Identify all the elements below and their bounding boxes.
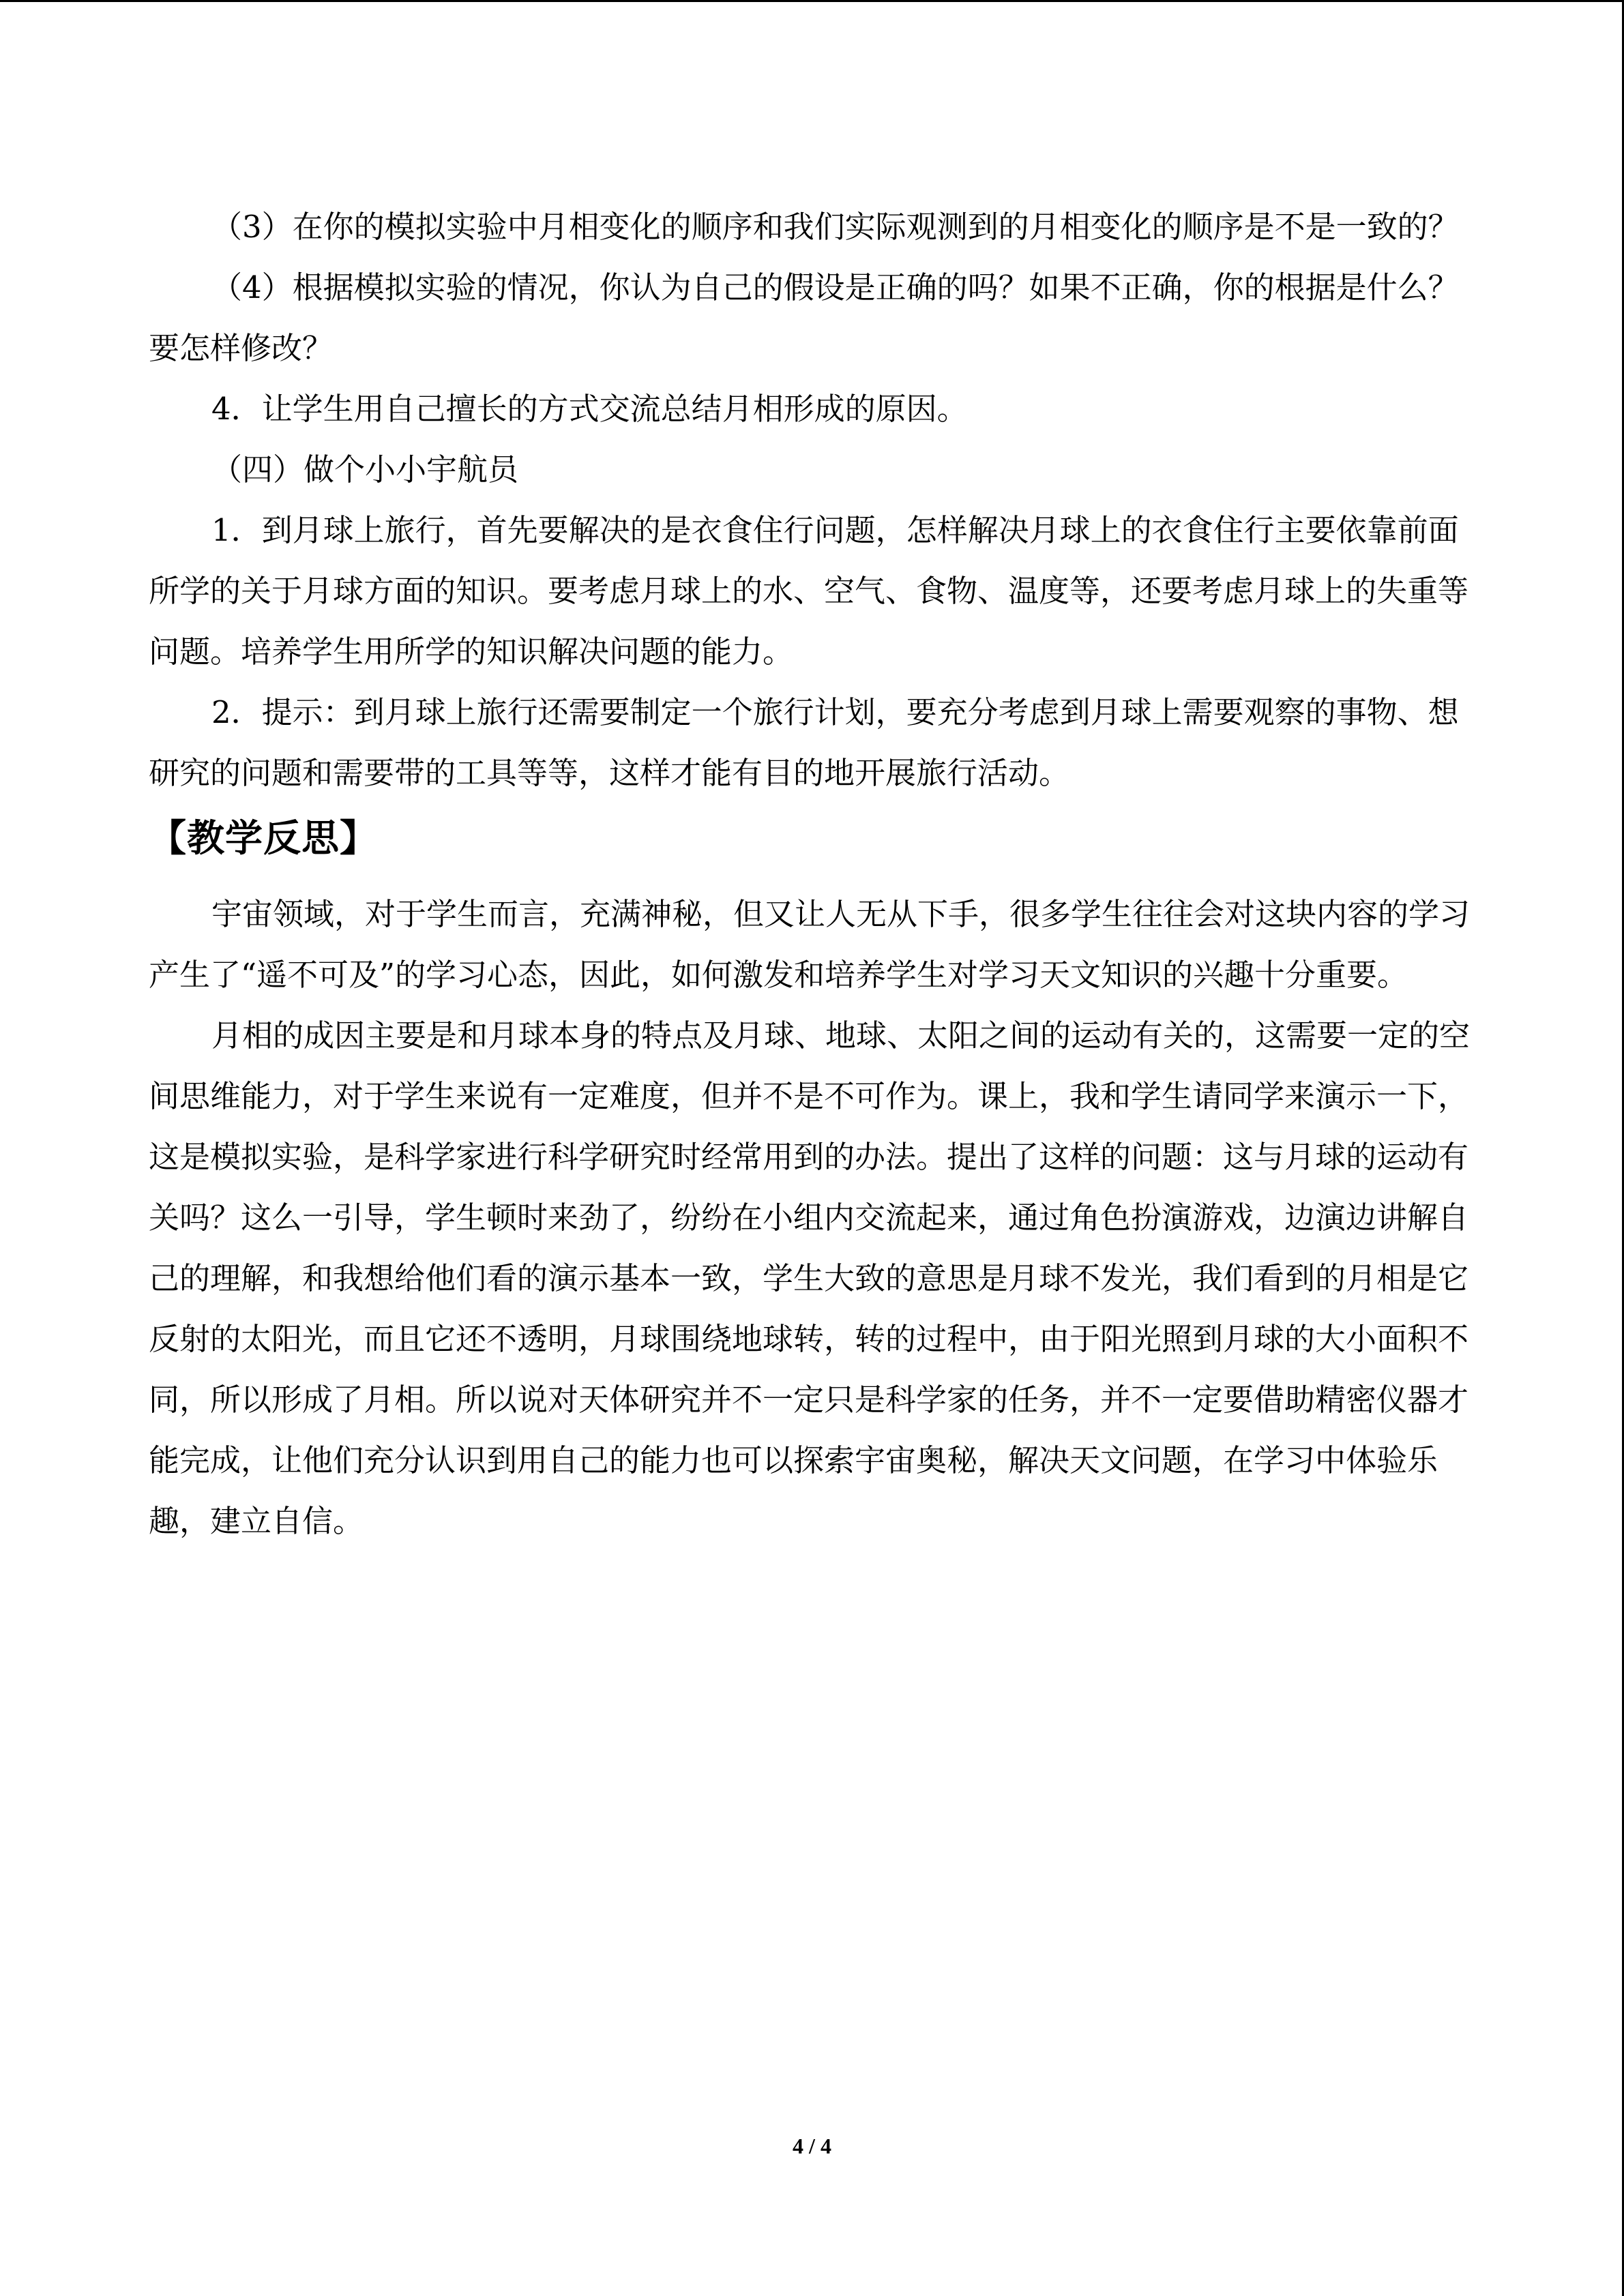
paragraph-section-four-title: （四）做个小小宇航员 <box>211 451 519 488</box>
paragraph-reflection-1: 宇宙领域，对于学生而言，充满神秘，但又让人无从下手，很多学生往往会对这块内容的学习产生了“遥不可及”的学习心态，因此，如何激发和培养学生对学习天文知识的兴趣十分重要。 <box>149 896 1471 993</box>
paragraph-question-3: （3）在你的模拟实验中月相变化的顺序和我们实际观测到的月相变化的顺序是不是一致的？ <box>211 209 1459 245</box>
page-number: 4 / 4 <box>793 2134 831 2158</box>
page-border-top <box>0 0 1624 2</box>
section-heading-teaching-reflection: 【教学反思】 <box>149 816 379 860</box>
paragraph-question-4: （4）根据模拟实验的情况，你认为自己的假设是正确的吗？如果不正确，你的根据是什么？要怎样修改？ <box>149 269 1459 366</box>
paragraph-reflection-2: 月相的成因主要是和月球本身的特点及月球、地球、太阳之间的运动有关的，这需要一定的空间思维能力，对于学生来说有一定难度，但并不是不可作为。课上，我和学生请同学来演示一下，这是模拟实验，是科学家进行科学研究时经常用到的办法。提出了这样的问题：这与月球的运动有关吗？这么一引导，学生顿时来劲了，纷纷在小组内交流起来，通过角色扮演游戏，边演边讲解自己的理解，和我想给他们看的演示基本一致，学生大致的意思是月球不发光，我们看到的月相是它反射的太阳光，而且它还不透明，月球围绕地球转，转的过程中，由于阳光照到月球的大小面积不同，所以形成了月相。所以说对天体研究并不一定只是科学家的任务，并不一定要借助精密仪器才能完成，让他们充分认识到用自己的能力也可以探索宇宙奥秘，解决天文问题，在学习中体验乐趣，建立自信。 <box>149 1017 1471 1539</box>
paragraph-travel-item-1: 1．到月球上旅行，首先要解决的是衣食住行问题，怎样解决月球上的衣食住行主要依靠前面所学的关于月球方面的知识。要考虑月球上的水、空气、食物、温度等，还要考虑月球上的失重等问题。培养学生用所学的知识解决问题的能力。 <box>149 512 1469 670</box>
paragraph-travel-item-2: 2．提示：到月球上旅行还需要制定一个旅行计划，要充分考虑到月球上需要观察的事物、想研究的问题和需要带的工具等等，这样才能有目的地开展旅行活动。 <box>149 694 1459 791</box>
document-body <box>149 196 1479 1551</box>
paragraph-step-4: 4．让学生用自己擅长的方式交流总结月相形成的原因。 <box>211 391 968 427</box>
